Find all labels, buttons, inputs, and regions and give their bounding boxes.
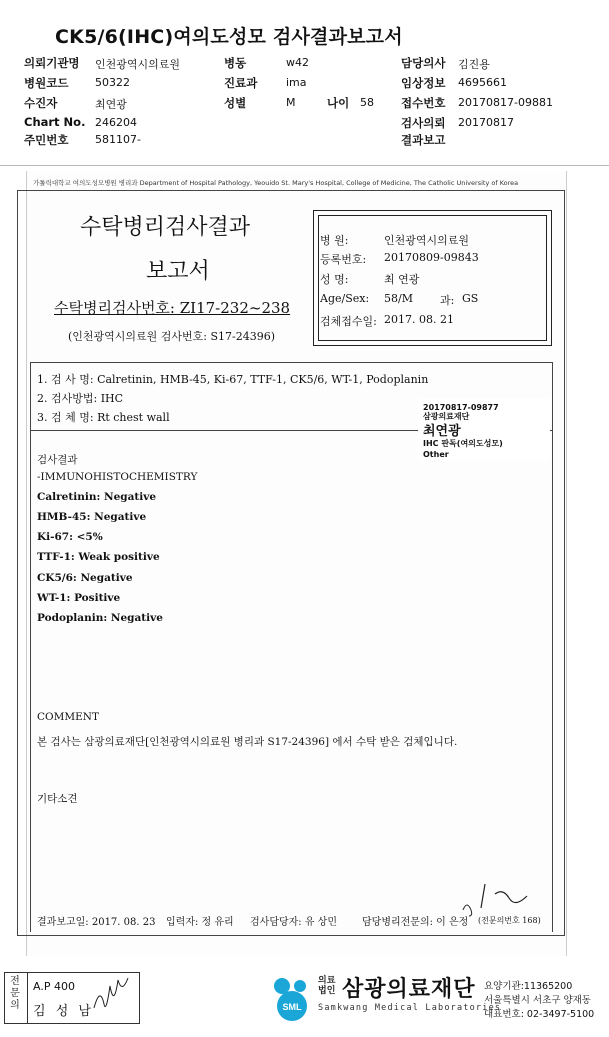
header-value: w42 [286,56,309,69]
result-item: TTF-1: Weak positive [37,551,160,563]
results-subtitle: -IMMUNOHISTOCHEMISTRY [37,471,198,483]
exam-border [30,362,31,932]
patient-label: 검체접수일: [320,315,377,328]
logo-badge: SML [282,1002,302,1012]
header-label: 수진자 [24,96,58,110]
sml-logo-icon [268,976,316,1024]
stamp-number: 20170817-09877 [423,403,499,412]
header-divider [0,165,609,166]
patient-value: 58/M [384,292,413,305]
exam-line: 3. 검 체 명: Rt chest wall [37,411,170,424]
header-label: 검사의뢰 [401,116,446,130]
header-value: 김진용 [458,58,490,71]
institution-line: 가톨릭대학교 여의도성모병원 병리과 Department of Hospital Pathology, Yeouido St. Mary's Hospital, College of Medicine, The Catholic University of Korea [33,179,519,187]
signature-name: 김 성 남 [33,1004,94,1019]
header-label: 임상정보 [401,76,446,90]
stamp-foundation: 삼광의료재단 [423,412,470,421]
phone-info: 대표번호: 02-3497-5100 [484,1009,595,1020]
exam-line: 1. 검 사 명: Calretinin, HMB-45, Ki-67, TTF-1, CK5/6, WT-1, Podoplanin [37,373,429,386]
header-value: M [286,96,296,109]
exam-line: 2. 검사방법: IHC [37,392,124,405]
doc-title-line2: 보고서 [146,259,210,284]
header-label: 진료과 [224,76,258,90]
results-title: 검사결과 [37,454,78,466]
license-info: 요양기관:11365200 [484,981,573,992]
header-value: 20170817-09881 [458,96,553,109]
header-label: 성별 [224,96,247,110]
stamp-other: Other [423,450,449,459]
report-date: 결과보고일: 2017. 08. 23 [37,917,156,928]
header-label: 접수번호 [401,96,446,110]
header-label: 의뢰기관명 [24,56,80,70]
exam-border [30,362,553,363]
header-value: 20170817 [458,116,514,129]
comment-text: 본 검사는 삼광의료재단[인천광역시의료원 병리과 S17-24396] 에서 수탁 받은 검체입니다. [37,736,458,748]
result-item: CK5/6: Negative [37,572,133,584]
header-label: 결과보고 [401,133,446,147]
result-item: Podoplanin: Negative [37,612,163,624]
comment-title: COMMENT [37,711,100,723]
patient-value: 20170809-09843 [384,251,479,264]
header-value: 최연광 [95,98,127,111]
other-findings: 기타소견 [37,793,78,805]
signature-ap-number: A.P 400 [33,980,75,993]
header-value: ima [286,76,307,89]
input-by: 입력자: 정 유리 [166,917,234,928]
patient-label: Age/Sex: [320,292,370,305]
result-item: WT-1: Positive [37,592,121,604]
header-label: 병동 [224,56,247,70]
header-label: Chart No. [24,115,86,129]
header-value: 인천광역시의료원 [95,58,181,71]
header-label: 주민번호 [24,133,69,147]
patient-value: 2017. 08. 21 [384,313,454,326]
patient-label: 등록번호: [320,253,367,266]
logo-subtitle: Samkwang Medical Laboratories [318,1003,502,1013]
patient-value: GS [462,292,479,305]
header-label: 담당의사 [401,56,446,70]
header-label: 병원코드 [24,76,69,90]
logo-name: 삼광의료재단 [342,977,476,1002]
technician: 검사담당자: 유 상민 [250,917,338,928]
result-item: Calretinin: Negative [37,491,157,503]
patient-value: 인천광역시의료원 [384,234,470,247]
header-value: 50322 [95,76,130,89]
patient-value: 최 연광 [384,273,420,286]
signature-scribble [90,978,134,1018]
address-info: 서울특별시 서초구 양재동 [484,995,591,1006]
patient-label: 성 명: [320,273,349,286]
doc-title: 수탁병리검사결과 [80,215,251,240]
hospital-number: (인천광역시의료원 검사번호: S17-24396) [68,330,276,343]
patient-label: 병 원: [320,234,349,247]
result-item: Ki-67: <5% [37,531,103,543]
header-value: 4695661 [458,76,507,89]
header-value: 58 [360,96,374,109]
consult-number: 수탁병리검사번호: ZI17-232~238 [54,299,291,317]
license-number: (전문의번호 168) [478,916,541,925]
header-label: 나이 [327,96,350,110]
report-title: CK5/6(IHC)여의도성모 검사결과보고서 [55,26,403,48]
logo-corp: 의료법인 [318,976,336,996]
pathologist: 담당병리전문의: 이 은정 [362,917,469,928]
result-item: HMB-45: Negative [37,511,147,523]
exam-border [552,362,553,932]
signature-label: 전문의 [10,976,20,1011]
patient-label: 과: [440,294,455,307]
stamp-name: 최연광 [423,424,461,439]
stamp-ihc: IHC 판독(여의도성모) [423,439,503,448]
header-value: 246204 [95,116,137,129]
header-value: 581107- [95,133,141,146]
